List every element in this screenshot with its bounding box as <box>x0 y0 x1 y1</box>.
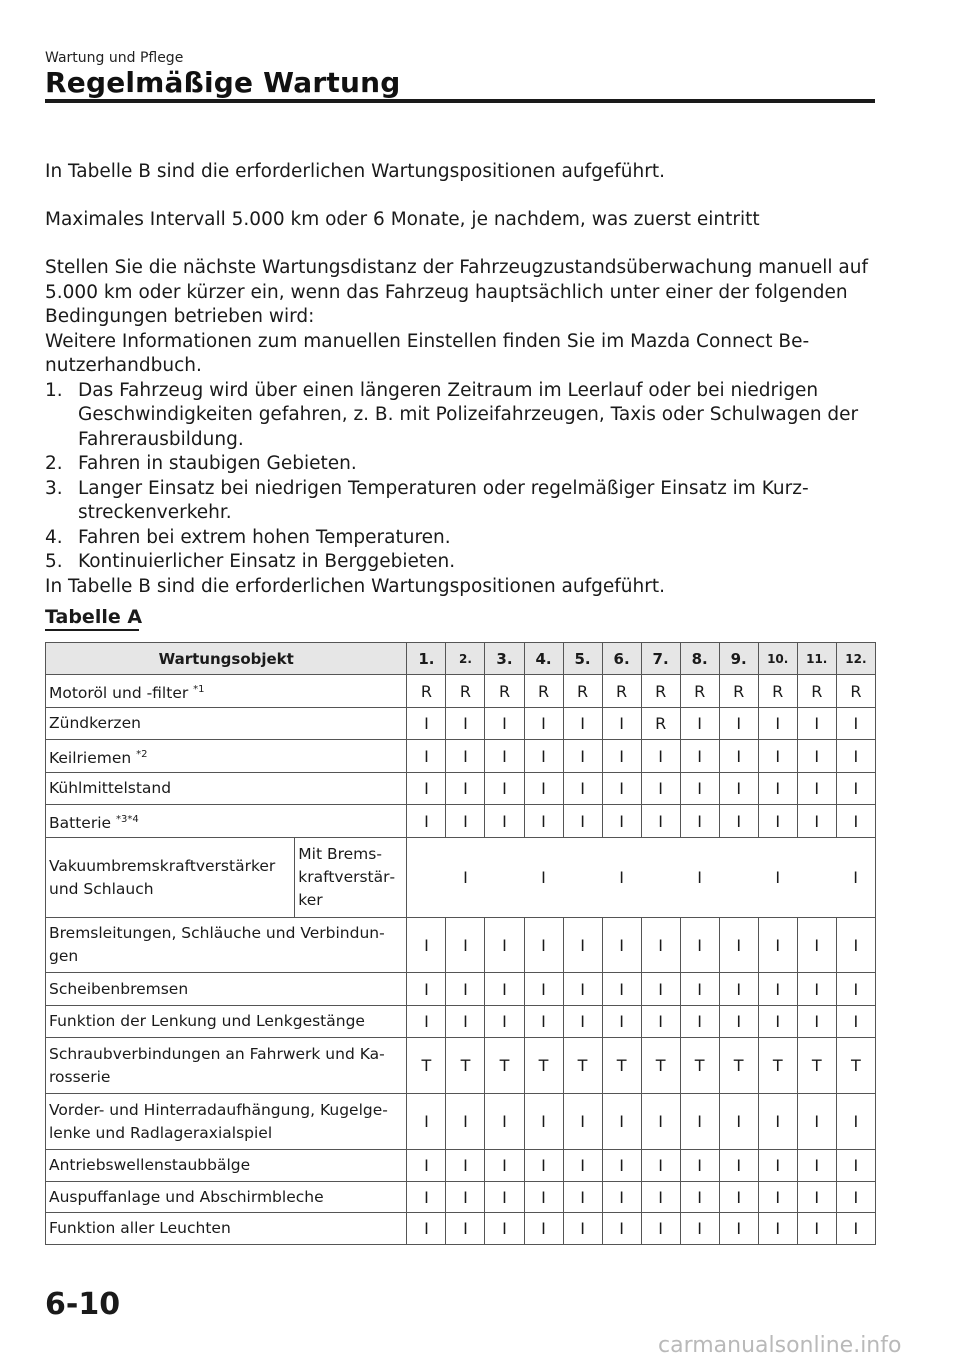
value-cell: I <box>524 1213 563 1245</box>
item-cell: Bremsleitungen, Schläuche und Verbindungen <box>46 918 407 973</box>
value-cell: I <box>407 1094 446 1150</box>
value-cell: I <box>836 918 875 973</box>
value-cell: I <box>836 1006 875 1038</box>
value-cell: I <box>602 708 641 740</box>
value-cell: R <box>524 675 563 708</box>
value-cell: I <box>797 708 836 740</box>
value-cell: I <box>446 1150 485 1182</box>
value-cell: I <box>602 1094 641 1150</box>
value-cell: I <box>680 740 719 773</box>
value-cell: I <box>719 1182 758 1213</box>
value-cell: I <box>680 1182 719 1213</box>
value-cell: I <box>641 773 680 805</box>
table-row <box>46 1150 876 1182</box>
value-cell: I <box>719 708 758 740</box>
value-cell: I <box>836 1094 875 1150</box>
column-header: 5. <box>563 643 602 675</box>
value-cell: I <box>797 805 836 838</box>
value-cell: I <box>446 1182 485 1213</box>
value-cell: I <box>836 773 875 805</box>
value-cell: I <box>719 1213 758 1245</box>
value-cell: I <box>446 740 485 773</box>
value-cell: I <box>641 1150 680 1182</box>
value-cell <box>719 838 758 918</box>
intro-line-1 <box>45 160 875 185</box>
value-cell: I <box>758 918 797 973</box>
value-cell: I <box>719 918 758 973</box>
value-cell: I <box>758 1150 797 1182</box>
value-cell: R <box>641 675 680 708</box>
value-cell: I <box>446 1213 485 1245</box>
value-cell: I <box>407 1213 446 1245</box>
value-cell: I <box>641 918 680 973</box>
value-cell: I <box>485 740 524 773</box>
value-cell: I <box>758 973 797 1006</box>
table-row <box>46 1182 876 1213</box>
item-cell: Zündkerzen <box>46 708 407 740</box>
value-cell: I <box>485 1006 524 1038</box>
value-cell: I <box>485 918 524 973</box>
table-row <box>46 708 876 740</box>
value-cell: I <box>524 773 563 805</box>
item-cell: Schraubverbindungen an Fahrwerk und Karosserie <box>46 1038 407 1094</box>
value-cell: I <box>446 838 485 918</box>
value-cell: R <box>719 675 758 708</box>
value-cell: I <box>641 1182 680 1213</box>
value-cell <box>563 838 602 918</box>
column-header: 2. <box>446 643 485 675</box>
table-row <box>46 973 876 1006</box>
value-cell: I <box>563 773 602 805</box>
value-cell: I <box>836 805 875 838</box>
conditions-block <box>45 256 875 599</box>
item-cell: Vorder- und Hinterradaufhängung, Kugelgelenke und Radlageraxialspiel <box>46 1094 407 1150</box>
value-cell: I <box>563 805 602 838</box>
value-cell: I <box>407 1006 446 1038</box>
value-cell: I <box>797 1094 836 1150</box>
closing-text: In Tabelle B sind die erforderlichen Wartungspositionen aufgeführt. <box>45 575 665 597</box>
title-rule <box>45 99 875 103</box>
value-cell: I <box>836 1213 875 1245</box>
value-cell: I <box>719 773 758 805</box>
value-cell: I <box>836 838 875 918</box>
value-cell: I <box>758 1094 797 1150</box>
value-cell: I <box>563 1182 602 1213</box>
value-cell: I <box>407 1182 446 1213</box>
value-cell: T <box>485 1038 524 1094</box>
value-cell <box>485 838 524 918</box>
value-cell: R <box>563 675 602 708</box>
value-cell <box>407 838 446 918</box>
intro-line-2 <box>45 208 875 233</box>
column-header: 7. <box>641 643 680 675</box>
value-cell: T <box>680 1038 719 1094</box>
item-cell: Vakuumbremskraftverstärker und Schlauch <box>46 838 295 918</box>
value-cell <box>797 838 836 918</box>
table-row <box>46 675 876 708</box>
value-cell: R <box>836 675 875 708</box>
value-cell: I <box>602 1006 641 1038</box>
value-cell: R <box>446 675 485 708</box>
value-cell: I <box>602 1150 641 1182</box>
value-cell <box>641 838 680 918</box>
value-cell: I <box>485 1182 524 1213</box>
value-cell: I <box>680 708 719 740</box>
list-item: 2. Fahren in staubigen Gebieten. <box>45 453 357 474</box>
sub-item-cell: Mit Bremskraftverstärker <box>295 838 407 918</box>
value-cell: I <box>602 805 641 838</box>
value-cell: I <box>524 740 563 773</box>
intro-text-1: In Tabelle B sind die erforderlichen Wartungspositionen aufgeführt. <box>45 161 665 182</box>
item-cell: Auspuffanlage und Abschirmbleche <box>46 1182 407 1213</box>
value-cell: I <box>407 740 446 773</box>
value-cell: I <box>836 1182 875 1213</box>
value-cell: I <box>836 740 875 773</box>
value-cell: I <box>797 1006 836 1038</box>
value-cell: T <box>602 1038 641 1094</box>
value-cell: T <box>407 1038 446 1094</box>
value-cell: I <box>680 1213 719 1245</box>
value-cell: I <box>758 1213 797 1245</box>
value-cell: I <box>407 1150 446 1182</box>
value-cell: I <box>719 805 758 838</box>
value-cell: I <box>485 773 524 805</box>
column-header: 6. <box>602 643 641 675</box>
value-cell: I <box>602 973 641 1006</box>
value-cell: I <box>407 773 446 805</box>
value-cell: I <box>641 1094 680 1150</box>
value-cell: R <box>602 675 641 708</box>
value-cell: I <box>563 918 602 973</box>
value-cell: I <box>485 1150 524 1182</box>
table-row <box>46 918 876 973</box>
value-cell: I <box>758 708 797 740</box>
value-cell: I <box>563 708 602 740</box>
table-row <box>46 773 876 805</box>
value-cell: I <box>797 918 836 973</box>
list-item: 1. Das Fahrzeug wird über einen längeren Zeitraum im Leerlauf oder bei niedrigen Geschwindigkeiten gefahren, z. B. mit Polizeifahrzeugen, Taxis oder Schulwagen der Fahrerausbildung. <box>45 379 859 450</box>
value-cell: I <box>563 1006 602 1038</box>
value-cell: I <box>797 1182 836 1213</box>
value-cell: I <box>563 973 602 1006</box>
page-title: Regelmäßige Wartung <box>45 66 401 99</box>
list-item: 3. Langer Einsatz bei niedrigen Temperaturen oder regelmäßiger Einsatz im Kurzstreckenverkehr. <box>45 477 809 523</box>
item-cell: Batterie $^{*3*4}$ <box>46 805 407 838</box>
value-cell: I <box>641 973 680 1006</box>
value-cell: T <box>758 1038 797 1094</box>
item-cell: Scheibenbremsen <box>46 973 407 1006</box>
value-cell: I <box>719 740 758 773</box>
table-row <box>46 1038 876 1094</box>
conditions-intro: Stellen Sie die nächste Wartungsdistanz der Fahrzeugzustandsüberwachung manuell auf 5.000 km oder kürzer ein, wenn das Fahrzeug hauptsächlich unter einer der folgenden Bedingungen betrieben wird: <box>45 257 868 327</box>
value-cell: I <box>407 918 446 973</box>
value-cell: I <box>719 973 758 1006</box>
value-cell: I <box>485 973 524 1006</box>
value-cell: R <box>758 675 797 708</box>
table-header-row <box>46 643 876 675</box>
table-row <box>46 1094 876 1150</box>
table-row <box>46 740 876 773</box>
value-cell: I <box>563 740 602 773</box>
value-cell: T <box>797 1038 836 1094</box>
value-cell: I <box>524 973 563 1006</box>
value-cell: T <box>641 1038 680 1094</box>
page-number: 6-10 <box>45 1287 121 1322</box>
value-cell: R <box>680 675 719 708</box>
column-header: 3. <box>485 643 524 675</box>
value-cell: I <box>563 1213 602 1245</box>
value-cell: I <box>446 918 485 973</box>
item-cell: Antriebswellenstaubbälge <box>46 1150 407 1182</box>
value-cell: I <box>602 918 641 973</box>
value-cell: I <box>680 773 719 805</box>
value-cell: T <box>719 1038 758 1094</box>
value-cell: I <box>797 1213 836 1245</box>
list-item: 4. Fahren bei extrem hohen Temperaturen. <box>45 526 451 548</box>
value-cell: T <box>446 1038 485 1094</box>
value-cell: I <box>680 918 719 973</box>
value-cell: I <box>602 773 641 805</box>
value-cell: I <box>524 1094 563 1150</box>
value-cell: I <box>446 1006 485 1038</box>
value-cell: I <box>797 740 836 773</box>
table-row <box>46 1213 876 1245</box>
value-cell: I <box>485 1094 524 1150</box>
value-cell: I <box>524 708 563 740</box>
list-item: 5. Kontinuierlicher Einsatz in Berggebieten. <box>45 551 456 572</box>
value-cell: I <box>446 1094 485 1150</box>
value-cell: I <box>563 1094 602 1150</box>
value-cell: I <box>719 1150 758 1182</box>
conditions-list <box>45 379 875 575</box>
table-row <box>46 1006 876 1038</box>
table-row <box>46 838 876 918</box>
column-header: 4. <box>524 643 563 675</box>
value-cell: I <box>524 918 563 973</box>
value-cell: T <box>563 1038 602 1094</box>
page-header <box>45 50 875 100</box>
column-header: 9. <box>719 643 758 675</box>
item-cell: Funktion aller Leuchten <box>46 1213 407 1245</box>
value-cell: I <box>446 773 485 805</box>
connect-note: Weitere Informationen zum manuellen Einstellen finden Sie im Mazda Connect Benutzerhandbuch. <box>45 330 810 376</box>
value-cell: I <box>719 1094 758 1150</box>
value-cell: I <box>836 973 875 1006</box>
value-cell: I <box>680 805 719 838</box>
value-cell: I <box>758 838 797 918</box>
value-cell: I <box>797 773 836 805</box>
value-cell: I <box>524 1006 563 1038</box>
value-cell: R <box>797 675 836 708</box>
value-cell: T <box>524 1038 563 1094</box>
section-label: Wartung und Pflege <box>45 50 184 66</box>
column-header: 10. <box>758 643 797 675</box>
value-cell: I <box>797 973 836 1006</box>
value-cell: I <box>641 1213 680 1245</box>
value-cell: I <box>641 1006 680 1038</box>
value-cell: I <box>719 1006 758 1038</box>
value-cell: I <box>680 1094 719 1150</box>
maintenance-table <box>45 642 876 1245</box>
value-cell: I <box>758 1182 797 1213</box>
value-cell: I <box>758 773 797 805</box>
item-cell: Motoröl und -filter $^{*1}$ <box>46 675 407 708</box>
column-header: 12. <box>836 643 875 675</box>
item-cell: Keilriemen $^{*2}$ <box>46 740 407 773</box>
value-cell: I <box>680 1150 719 1182</box>
value-cell: I <box>758 1006 797 1038</box>
value-cell: I <box>797 1150 836 1182</box>
item-cell: Kühlmittelstand <box>46 773 407 805</box>
value-cell: T <box>836 1038 875 1094</box>
table-heading: Tabelle A <box>45 606 143 628</box>
value-cell: I <box>758 740 797 773</box>
table-row <box>46 805 876 838</box>
value-cell: I <box>524 838 563 918</box>
value-cell: I <box>524 1150 563 1182</box>
value-cell: I <box>524 1182 563 1213</box>
value-cell: R <box>485 675 524 708</box>
column-header: 11. <box>797 643 836 675</box>
item-cell: Funktion der Lenkung und Lenkgestänge <box>46 1006 407 1038</box>
value-cell: I <box>407 708 446 740</box>
value-cell: I <box>446 973 485 1006</box>
value-cell: I <box>758 805 797 838</box>
value-cell: I <box>680 1006 719 1038</box>
value-cell: I <box>602 1213 641 1245</box>
value-cell: I <box>563 1150 602 1182</box>
value-cell: I <box>602 740 641 773</box>
value-cell: I <box>407 973 446 1006</box>
value-cell: I <box>680 838 719 918</box>
table-heading-underline <box>45 629 139 631</box>
value-cell: I <box>602 838 641 918</box>
value-cell: I <box>485 805 524 838</box>
value-cell: I <box>407 805 446 838</box>
interval-text: Maximales Intervall 5.000 km oder 6 Monate, je nachdem, was zuerst eintritt <box>45 209 760 230</box>
value-cell: I <box>602 1182 641 1213</box>
value-cell: I <box>446 805 485 838</box>
value-cell: I <box>836 708 875 740</box>
value-cell: I <box>641 740 680 773</box>
value-cell: R <box>641 708 680 740</box>
value-cell: R <box>407 675 446 708</box>
value-cell: I <box>446 708 485 740</box>
column-header-item: Wartungsobjekt <box>46 643 407 675</box>
value-cell: I <box>524 805 563 838</box>
value-cell: I <box>485 708 524 740</box>
column-header: 8. <box>680 643 719 675</box>
value-cell: I <box>680 973 719 1006</box>
value-cell: I <box>641 805 680 838</box>
watermark: carmanualsonline.info <box>658 1333 902 1358</box>
value-cell: I <box>485 1213 524 1245</box>
column-header: 1. <box>407 643 446 675</box>
value-cell: I <box>836 1150 875 1182</box>
